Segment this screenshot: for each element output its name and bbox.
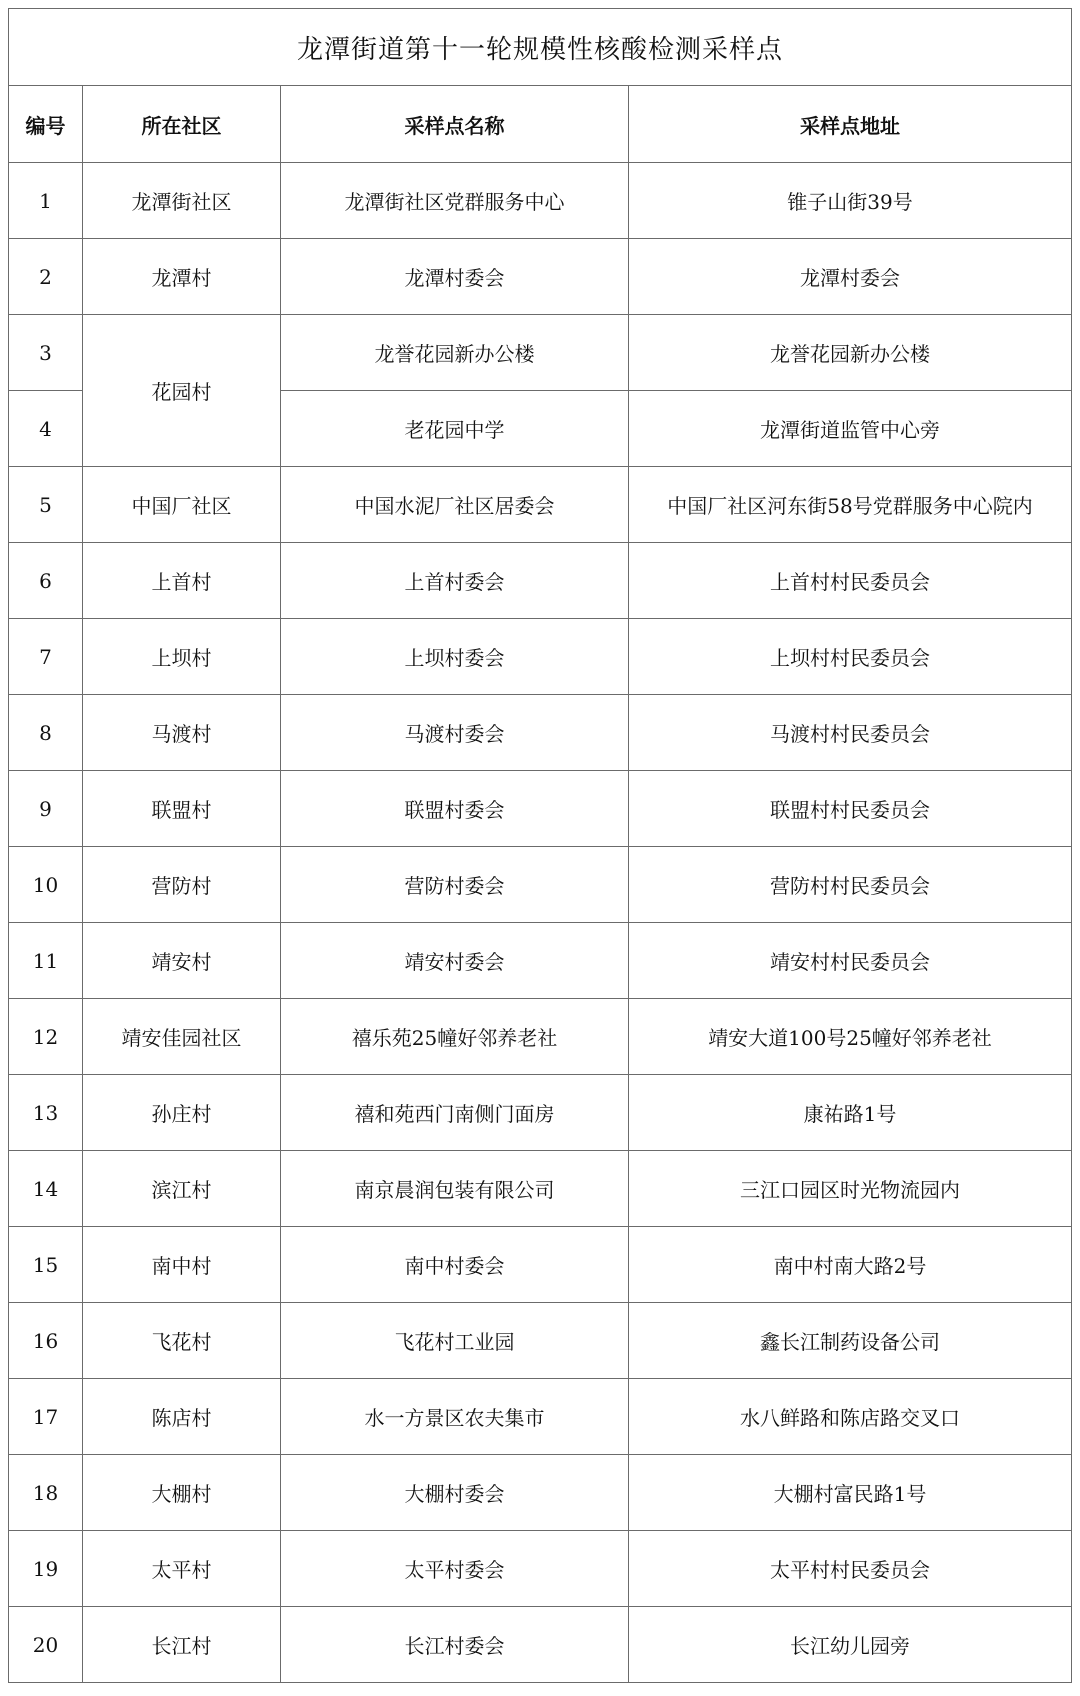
row-site-address: 南中村南大路2号 [629, 1227, 1072, 1303]
table-row [9, 1227, 1072, 1303]
row-site-address: 龙潭街道监管中心旁 [629, 391, 1072, 467]
row-community: 龙潭村 [83, 239, 281, 315]
row-no: 17 [9, 1379, 83, 1455]
header-no: 编号 [9, 86, 83, 163]
row-site-address: 锥子山街39号 [629, 163, 1072, 239]
row-site-name: 中国水泥厂社区居委会 [281, 467, 629, 543]
table-title: 龙潭街道第十一轮规模性核酸检测采样点 [9, 9, 1072, 86]
row-site-address: 水八鲜路和陈店路交叉口 [629, 1379, 1072, 1455]
row-community: 中国厂社区 [83, 467, 281, 543]
row-site-address: 康祐路1号 [629, 1075, 1072, 1151]
row-no: 6 [9, 543, 83, 619]
row-site-name: 龙誉花园新办公楼 [281, 315, 629, 391]
row-no: 13 [9, 1075, 83, 1151]
row-site-name: 马渡村委会 [281, 695, 629, 771]
row-no: 3 [9, 315, 83, 391]
table-row [9, 315, 1072, 391]
table-row [9, 1379, 1072, 1455]
row-site-name: 老花园中学 [281, 391, 629, 467]
header-row [9, 86, 1072, 163]
row-site-address: 营防村村民委员会 [629, 847, 1072, 923]
row-site-name: 禧和苑西门南侧门面房 [281, 1075, 629, 1151]
row-site-address: 鑫长江制药设备公司 [629, 1303, 1072, 1379]
row-community: 太平村 [83, 1531, 281, 1607]
row-community: 营防村 [83, 847, 281, 923]
row-community: 花园村 [83, 315, 281, 467]
row-community: 上坝村 [83, 619, 281, 695]
row-site-address: 上坝村村民委员会 [629, 619, 1072, 695]
row-site-name: 龙潭街社区党群服务中心 [281, 163, 629, 239]
row-site-address: 龙誉花园新办公楼 [629, 315, 1072, 391]
row-no: 4 [9, 391, 83, 467]
row-site-name: 飞花村工业园 [281, 1303, 629, 1379]
row-site-name: 上坝村委会 [281, 619, 629, 695]
row-site-address: 龙潭村委会 [629, 239, 1072, 315]
row-community: 靖安佳园社区 [83, 999, 281, 1075]
table-row [9, 847, 1072, 923]
table-row [9, 695, 1072, 771]
table-row [9, 999, 1072, 1075]
row-no: 20 [9, 1607, 83, 1683]
row-no: 8 [9, 695, 83, 771]
header-site-name: 采样点名称 [281, 86, 629, 163]
row-site-address: 三江口园区时光物流园内 [629, 1151, 1072, 1227]
row-community: 联盟村 [83, 771, 281, 847]
row-no: 7 [9, 619, 83, 695]
row-site-address: 上首村村民委员会 [629, 543, 1072, 619]
row-no: 19 [9, 1531, 83, 1607]
row-community: 马渡村 [83, 695, 281, 771]
table-row [9, 619, 1072, 695]
row-site-address: 太平村村民委员会 [629, 1531, 1072, 1607]
table-row [9, 467, 1072, 543]
table-row [9, 543, 1072, 619]
row-community: 上首村 [83, 543, 281, 619]
header-community: 所在社区 [83, 86, 281, 163]
row-no: 12 [9, 999, 83, 1075]
sampling-site-table [8, 8, 1072, 1683]
row-no: 14 [9, 1151, 83, 1227]
row-site-address: 靖安大道100号25幢好邻养老社 [629, 999, 1072, 1075]
row-site-address: 中国厂社区河东街58号党群服务中心院内 [629, 467, 1072, 543]
row-site-name: 太平村委会 [281, 1531, 629, 1607]
row-site-address: 马渡村村民委员会 [629, 695, 1072, 771]
row-site-address: 大棚村富民路1号 [629, 1455, 1072, 1531]
row-site-address: 靖安村村民委员会 [629, 923, 1072, 999]
row-no: 18 [9, 1455, 83, 1531]
row-community: 滨江村 [83, 1151, 281, 1227]
row-site-name: 营防村委会 [281, 847, 629, 923]
row-no: 15 [9, 1227, 83, 1303]
row-no: 2 [9, 239, 83, 315]
table-row [9, 1607, 1072, 1683]
row-site-name: 龙潭村委会 [281, 239, 629, 315]
row-no: 5 [9, 467, 83, 543]
table-row [9, 923, 1072, 999]
row-community: 长江村 [83, 1607, 281, 1683]
row-no: 1 [9, 163, 83, 239]
table-row [9, 163, 1072, 239]
table-row [9, 771, 1072, 847]
table-row [9, 1151, 1072, 1227]
table-row [9, 1303, 1072, 1379]
row-community: 飞花村 [83, 1303, 281, 1379]
sampling-site-sheet [8, 8, 1071, 1683]
row-no: 11 [9, 923, 83, 999]
table-row [9, 1531, 1072, 1607]
row-site-name: 联盟村委会 [281, 771, 629, 847]
header-site-address: 采样点地址 [629, 86, 1072, 163]
row-site-name: 长江村委会 [281, 1607, 629, 1683]
row-community: 南中村 [83, 1227, 281, 1303]
table-row [9, 239, 1072, 315]
row-community: 孙庄村 [83, 1075, 281, 1151]
row-community: 靖安村 [83, 923, 281, 999]
row-site-name: 水一方景区农夫集市 [281, 1379, 629, 1455]
row-community: 大棚村 [83, 1455, 281, 1531]
table-row [9, 1075, 1072, 1151]
row-no: 16 [9, 1303, 83, 1379]
row-site-name: 大棚村委会 [281, 1455, 629, 1531]
row-no: 9 [9, 771, 83, 847]
row-community: 陈店村 [83, 1379, 281, 1455]
row-site-address: 联盟村村民委员会 [629, 771, 1072, 847]
row-site-name: 南中村委会 [281, 1227, 629, 1303]
row-site-name: 南京晨润包装有限公司 [281, 1151, 629, 1227]
row-community: 龙潭街社区 [83, 163, 281, 239]
row-site-name: 靖安村委会 [281, 923, 629, 999]
row-site-name: 禧乐苑25幢好邻养老社 [281, 999, 629, 1075]
row-no: 10 [9, 847, 83, 923]
row-site-address: 长江幼儿园旁 [629, 1607, 1072, 1683]
table-row [9, 1455, 1072, 1531]
row-site-name: 上首村委会 [281, 543, 629, 619]
